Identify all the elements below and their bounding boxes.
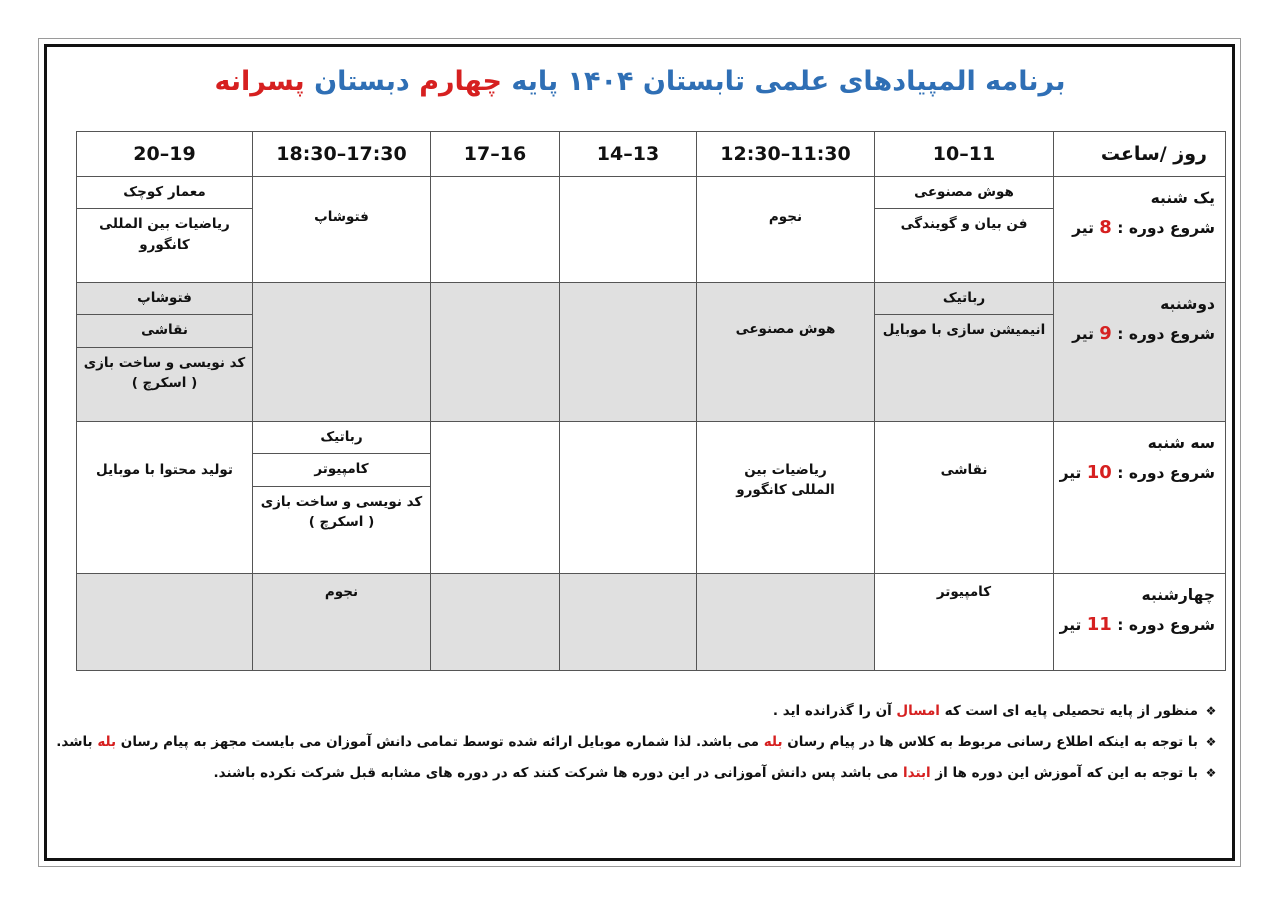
bullet-icon: ❖ xyxy=(1205,766,1217,780)
cell-wednesday-slot1 xyxy=(875,574,1054,671)
class-entry: هوش مصنوعی xyxy=(875,177,1053,209)
class-entry: نجوم xyxy=(324,584,359,600)
header-day-hour: روز /ساعت xyxy=(1054,132,1226,177)
class-entry: هوش مصنوعی xyxy=(735,321,836,337)
cell-monday-slot3 xyxy=(560,283,697,422)
cell-wednesday-slot2 xyxy=(697,574,875,671)
cell-sunday-slot6 xyxy=(77,177,253,283)
class-entry: کد نویسی و ساخت بازی ( اسکرچ ) xyxy=(83,354,246,391)
cell-wednesday-slot4 xyxy=(431,574,560,671)
class-entry: معمار کوچک xyxy=(77,177,252,209)
class-entry: انیمیشن سازی با موبایل xyxy=(882,322,1046,339)
table-row-tuesday xyxy=(77,422,1226,574)
cell-sunday-slot3 xyxy=(560,177,697,283)
header-slot-10-11: 11–10 xyxy=(875,132,1054,177)
notes-list xyxy=(56,696,1224,789)
cell-tuesday-slot5 xyxy=(253,422,431,574)
course-start: شروع دوره : 8 تیر xyxy=(1072,217,1215,239)
day-cell-tuesday xyxy=(1054,422,1226,574)
bullet-icon: ❖ xyxy=(1205,704,1217,718)
cell-wednesday-slot3 xyxy=(560,574,697,671)
title-highlight-grade: چهارم xyxy=(419,66,502,97)
header-slot-1730-1830: 17:30–18:30 xyxy=(253,132,431,177)
cell-tuesday-slot1 xyxy=(875,422,1054,574)
cell-sunday-slot1 xyxy=(875,177,1054,283)
day-name: یک شنبه xyxy=(1150,189,1215,207)
table-row-monday xyxy=(77,283,1226,422)
page-title xyxy=(60,66,1220,110)
day-name: سه شنبه xyxy=(1147,434,1215,452)
cell-tuesday-slot6 xyxy=(77,422,253,574)
header-slot-1130-1230: 11:30–12:30 xyxy=(697,132,875,177)
title-highlight-gender: پسرانه xyxy=(214,66,305,97)
day-cell-wednesday xyxy=(1054,574,1226,671)
title-part-2: دبستان xyxy=(304,66,420,97)
cell-monday-slot4 xyxy=(431,283,560,422)
table-header-row xyxy=(77,132,1226,177)
class-entry: فتوشاپ xyxy=(77,283,252,315)
table-row-sunday xyxy=(77,177,1226,283)
cell-wednesday-slot6 xyxy=(77,574,253,671)
class-entry: فتوشاپ xyxy=(314,209,369,226)
day-cell-monday xyxy=(1054,283,1226,422)
course-start: شروع دوره : 9 تیر xyxy=(1072,323,1215,345)
table-row-wednesday xyxy=(77,574,1226,671)
cell-wednesday-slot5 xyxy=(253,574,431,671)
cell-sunday-slot5 xyxy=(253,177,431,283)
cell-monday-slot6 xyxy=(77,283,253,422)
cell-tuesday-slot2 xyxy=(697,422,875,574)
class-entry: نقاشی xyxy=(77,315,252,347)
day-name: چهارشنبه xyxy=(1141,586,1215,604)
cell-sunday-slot2 xyxy=(697,177,875,283)
cell-monday-slot5 xyxy=(253,283,431,422)
title-part-1: برنامه المپیادهای علمی تابستان ۱۴۰۴ پایه xyxy=(501,66,1066,97)
note-1: ❖منظور از پایه تحصیلی پایه ای است که امسال آن را گذرانده اید . xyxy=(80,696,1224,727)
cell-monday-slot1 xyxy=(875,283,1054,422)
class-entry: کامپیوتر xyxy=(253,454,430,486)
class-entry: رباتیک xyxy=(875,283,1053,315)
note-2: ❖با توجه به اینکه اطلاع رسانی مربوط به کلاس ها در پیام رسان بله می باشد. لذا شماره موبایل ارائه شده توسط تمامی دانش آموزان می بایست مجهز به پیام رسان بله باشد. xyxy=(80,727,1224,758)
cell-monday-slot2 xyxy=(697,283,875,422)
class-entry: ریاضیات بین المللی کانگورو xyxy=(99,216,230,253)
class-entry: نجوم xyxy=(768,209,803,226)
class-entry: کد نویسی و ساخت بازی ( اسکرچ ) xyxy=(260,493,423,530)
header-slot-13-14: 13–14 xyxy=(560,132,697,177)
class-entry: رباتیک xyxy=(253,422,430,454)
class-entry: کامپیوتر xyxy=(936,584,992,600)
note-3: ❖با توجه به این که آموزش این دوره ها از ابتدا می باشد پس دانش آموزانی در این دوره ها شرکت کنند که در دوره های مشابه قبل شرکت نکرده باشند. xyxy=(80,758,1224,789)
cell-sunday-slot4 xyxy=(431,177,560,283)
header-slot-19-20: 19–20 xyxy=(77,132,253,177)
class-entry: نقاشی xyxy=(940,462,988,478)
class-entry: فن بیان و گویندگی xyxy=(900,216,1028,233)
day-cell-sunday xyxy=(1054,177,1226,283)
cell-tuesday-slot3 xyxy=(560,422,697,574)
schedule-table xyxy=(76,131,1226,671)
header-slot-16-17: 16–17 xyxy=(431,132,560,177)
course-start: شروع دوره : 10 تیر xyxy=(1059,462,1215,484)
cell-tuesday-slot4 xyxy=(431,422,560,574)
course-start: شروع دوره : 11 تیر xyxy=(1059,614,1215,636)
class-entry: تولید محتوا با موبایل xyxy=(96,462,233,478)
day-name: دوشنبه xyxy=(1160,295,1215,313)
class-entry: ریاضیات بین المللی کانگورو xyxy=(736,462,835,499)
bullet-icon: ❖ xyxy=(1205,735,1217,749)
